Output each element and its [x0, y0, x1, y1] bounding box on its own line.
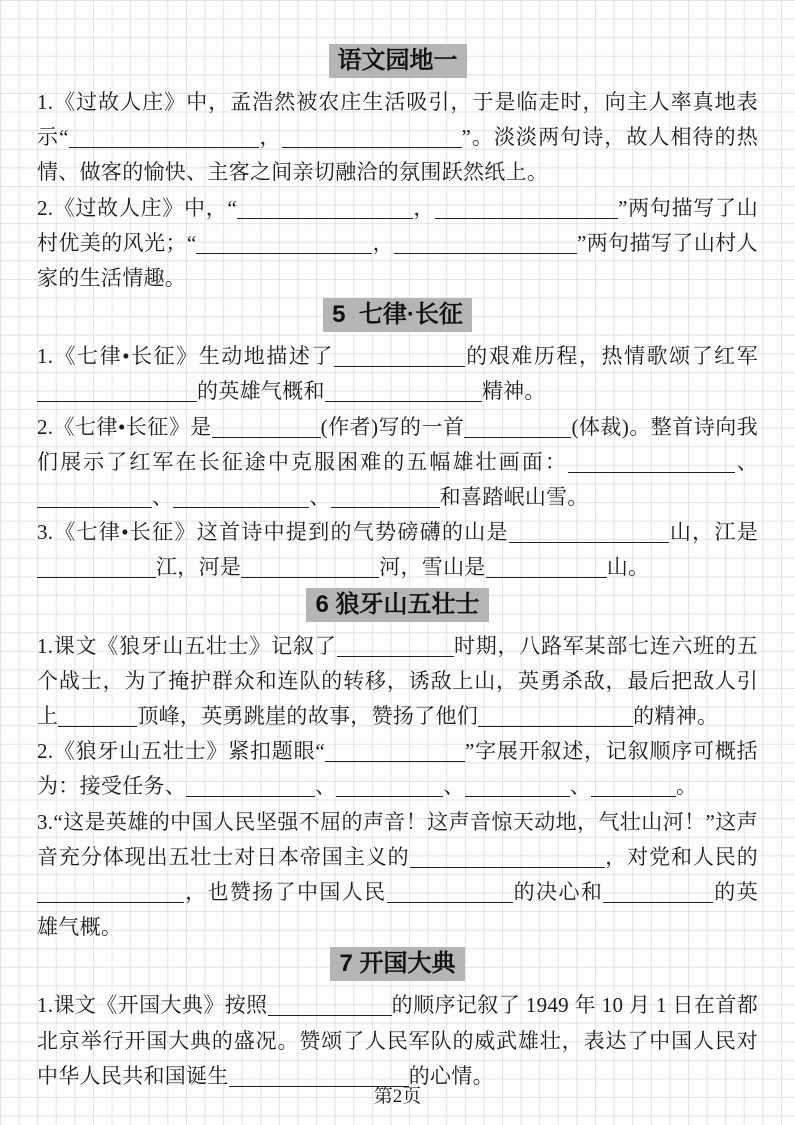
text-segment: 2.《过故人庄》中，“	[37, 195, 238, 220]
text-segment: 、	[734, 449, 758, 474]
fill-in-blank	[196, 249, 372, 254]
section-title: 6 狼牙山五壮士	[306, 588, 488, 622]
text-segment: 、	[309, 485, 331, 510]
fill-in-blank	[334, 362, 465, 367]
text-segment: 、	[443, 774, 465, 799]
fill-in-blank	[591, 792, 676, 797]
text-segment: 1.《七律•长征》生动地描述了	[37, 344, 334, 369]
text-segment: 的精神。	[633, 704, 719, 729]
fill-in-blank	[241, 573, 379, 578]
text-segment: 3.“这是英雄的中国人民坚强不屈的声音！这声音惊天动地，气壮山河！”这声音充分体现出五壮士对日本帝国主义的	[37, 809, 758, 869]
text-segment: ，也赞扬了中国人民	[184, 880, 387, 905]
question-paragraph	[37, 805, 758, 946]
fill-in-blank	[410, 863, 605, 868]
question-paragraph	[37, 988, 758, 1094]
text-segment: 的英雄气概。	[37, 880, 758, 940]
worksheet-content	[37, 44, 758, 1094]
text-segment: 、	[569, 774, 592, 799]
question-paragraph	[37, 339, 758, 409]
page-number-footer: 第2页	[373, 1086, 422, 1107]
fill-in-blank	[282, 143, 462, 148]
fill-in-blank	[268, 1011, 392, 1016]
question-paragraph	[37, 410, 758, 516]
fill-in-blank	[465, 792, 570, 797]
text-segment: 顶峰，英勇跳崖的故事，赞扬了他们	[137, 704, 479, 729]
fill-in-blank	[464, 433, 571, 438]
text-segment: 河，雪山是	[379, 555, 486, 580]
fill-in-blank	[486, 573, 607, 578]
text-segment: ”。淡淡两句诗，故人相待的热情、做客的愉快、主客之间亲切融洽的氛围跃然纸上。	[37, 125, 758, 185]
fill-in-blank	[58, 722, 137, 727]
text-segment: ，	[413, 195, 436, 220]
text-segment: 。	[676, 774, 698, 799]
text-segment: 山。	[606, 555, 650, 580]
fill-in-blank	[435, 214, 618, 219]
text-segment: 1.《过故人庄》中，孟浩然被农庄生活吸引，于是临走时，向主人率真地表示“	[37, 90, 758, 150]
fill-in-blank	[603, 898, 713, 903]
fill-in-blank	[212, 433, 321, 438]
fill-in-blank	[331, 503, 440, 508]
fill-in-blank	[37, 397, 197, 402]
text-segment: ，对党和人民的	[604, 844, 758, 869]
text-segment: ，	[372, 230, 394, 255]
fill-in-blank	[37, 503, 152, 508]
text-segment: 1.课文《开国大典》按照	[37, 993, 268, 1018]
text-segment: 的决心和	[512, 880, 604, 905]
fill-in-blank	[387, 898, 513, 903]
fill-in-blank	[37, 573, 156, 578]
section-header	[37, 947, 758, 985]
text-segment: ”两句描写了山村人家的生活情趣。	[37, 230, 758, 291]
fill-in-blank	[37, 898, 184, 903]
section-title: 5 七律·长征	[323, 298, 472, 332]
question-paragraph	[37, 191, 758, 297]
fill-in-blank	[509, 538, 669, 543]
text-segment: 的艰难历程，热情歌颂了红军	[464, 344, 758, 369]
text-segment: (体裁)。整首诗向我们展示了红军在长征途中克服困难的五幅雄壮画面：	[37, 414, 758, 474]
fill-in-blank	[69, 143, 259, 148]
fill-in-blank	[325, 397, 482, 402]
text-segment: 和喜踏岷山雪。	[439, 485, 589, 510]
fill-in-blank	[186, 792, 315, 797]
fill-in-blank	[478, 722, 633, 727]
question-paragraph	[37, 734, 758, 804]
text-segment: ”字展开叙述，记叙顺序可概括为：接受任务、	[37, 739, 758, 799]
fill-in-blank	[394, 249, 577, 254]
text-segment: 江，河是	[156, 555, 242, 580]
text-segment: 的英雄气概和	[197, 379, 325, 404]
question-paragraph	[37, 515, 758, 585]
text-segment: 3.《七律•长征》这首诗中提到的气势磅礴的山是	[37, 520, 509, 545]
section-title: 语文园地一	[329, 44, 467, 78]
fill-in-blank	[337, 652, 454, 657]
fill-in-blank	[336, 792, 443, 797]
text-segment: 的顺序记叙了 1949 年 10 月 1 日在首都北京举行开国大典的盛况。赞颂了人民军队的威武雄壮，表达了中国人民对中华人民共和国诞生	[37, 993, 758, 1088]
fill-in-blank	[568, 468, 735, 473]
text-segment: ”两句描写了山村优美的风光；“	[37, 195, 759, 255]
text-segment: 1.课文《狼牙山五壮士》记叙了	[37, 633, 337, 658]
text-segment: 精神。	[481, 379, 546, 404]
text-segment: 、	[152, 485, 174, 510]
section-title: 7 开国大典	[330, 947, 464, 981]
text-segment: 2.《狼牙山五壮士》紧扣题眼“	[37, 739, 326, 764]
section-header	[37, 588, 758, 626]
fill-in-blank	[325, 757, 465, 762]
text-segment: 的心情。	[408, 1063, 494, 1088]
text-segment: ，	[258, 125, 282, 150]
question-paragraph	[37, 629, 758, 735]
text-segment: 2.《七律•长征》是	[37, 414, 212, 439]
text-segment: 时期，八路军某部七连六班的五个战士，为了掩护群众和连队的转移，诱敌上山，英勇杀敌，最后把敌人引上	[37, 633, 759, 729]
text-segment: 山，江是	[668, 520, 758, 545]
fill-in-blank	[237, 214, 413, 219]
section-header	[37, 298, 758, 336]
section-header	[37, 44, 758, 82]
text-segment: 、	[315, 774, 337, 799]
question-paragraph	[37, 85, 758, 191]
text-segment: (作者)写的一首	[320, 414, 465, 439]
fill-in-blank	[173, 503, 309, 508]
